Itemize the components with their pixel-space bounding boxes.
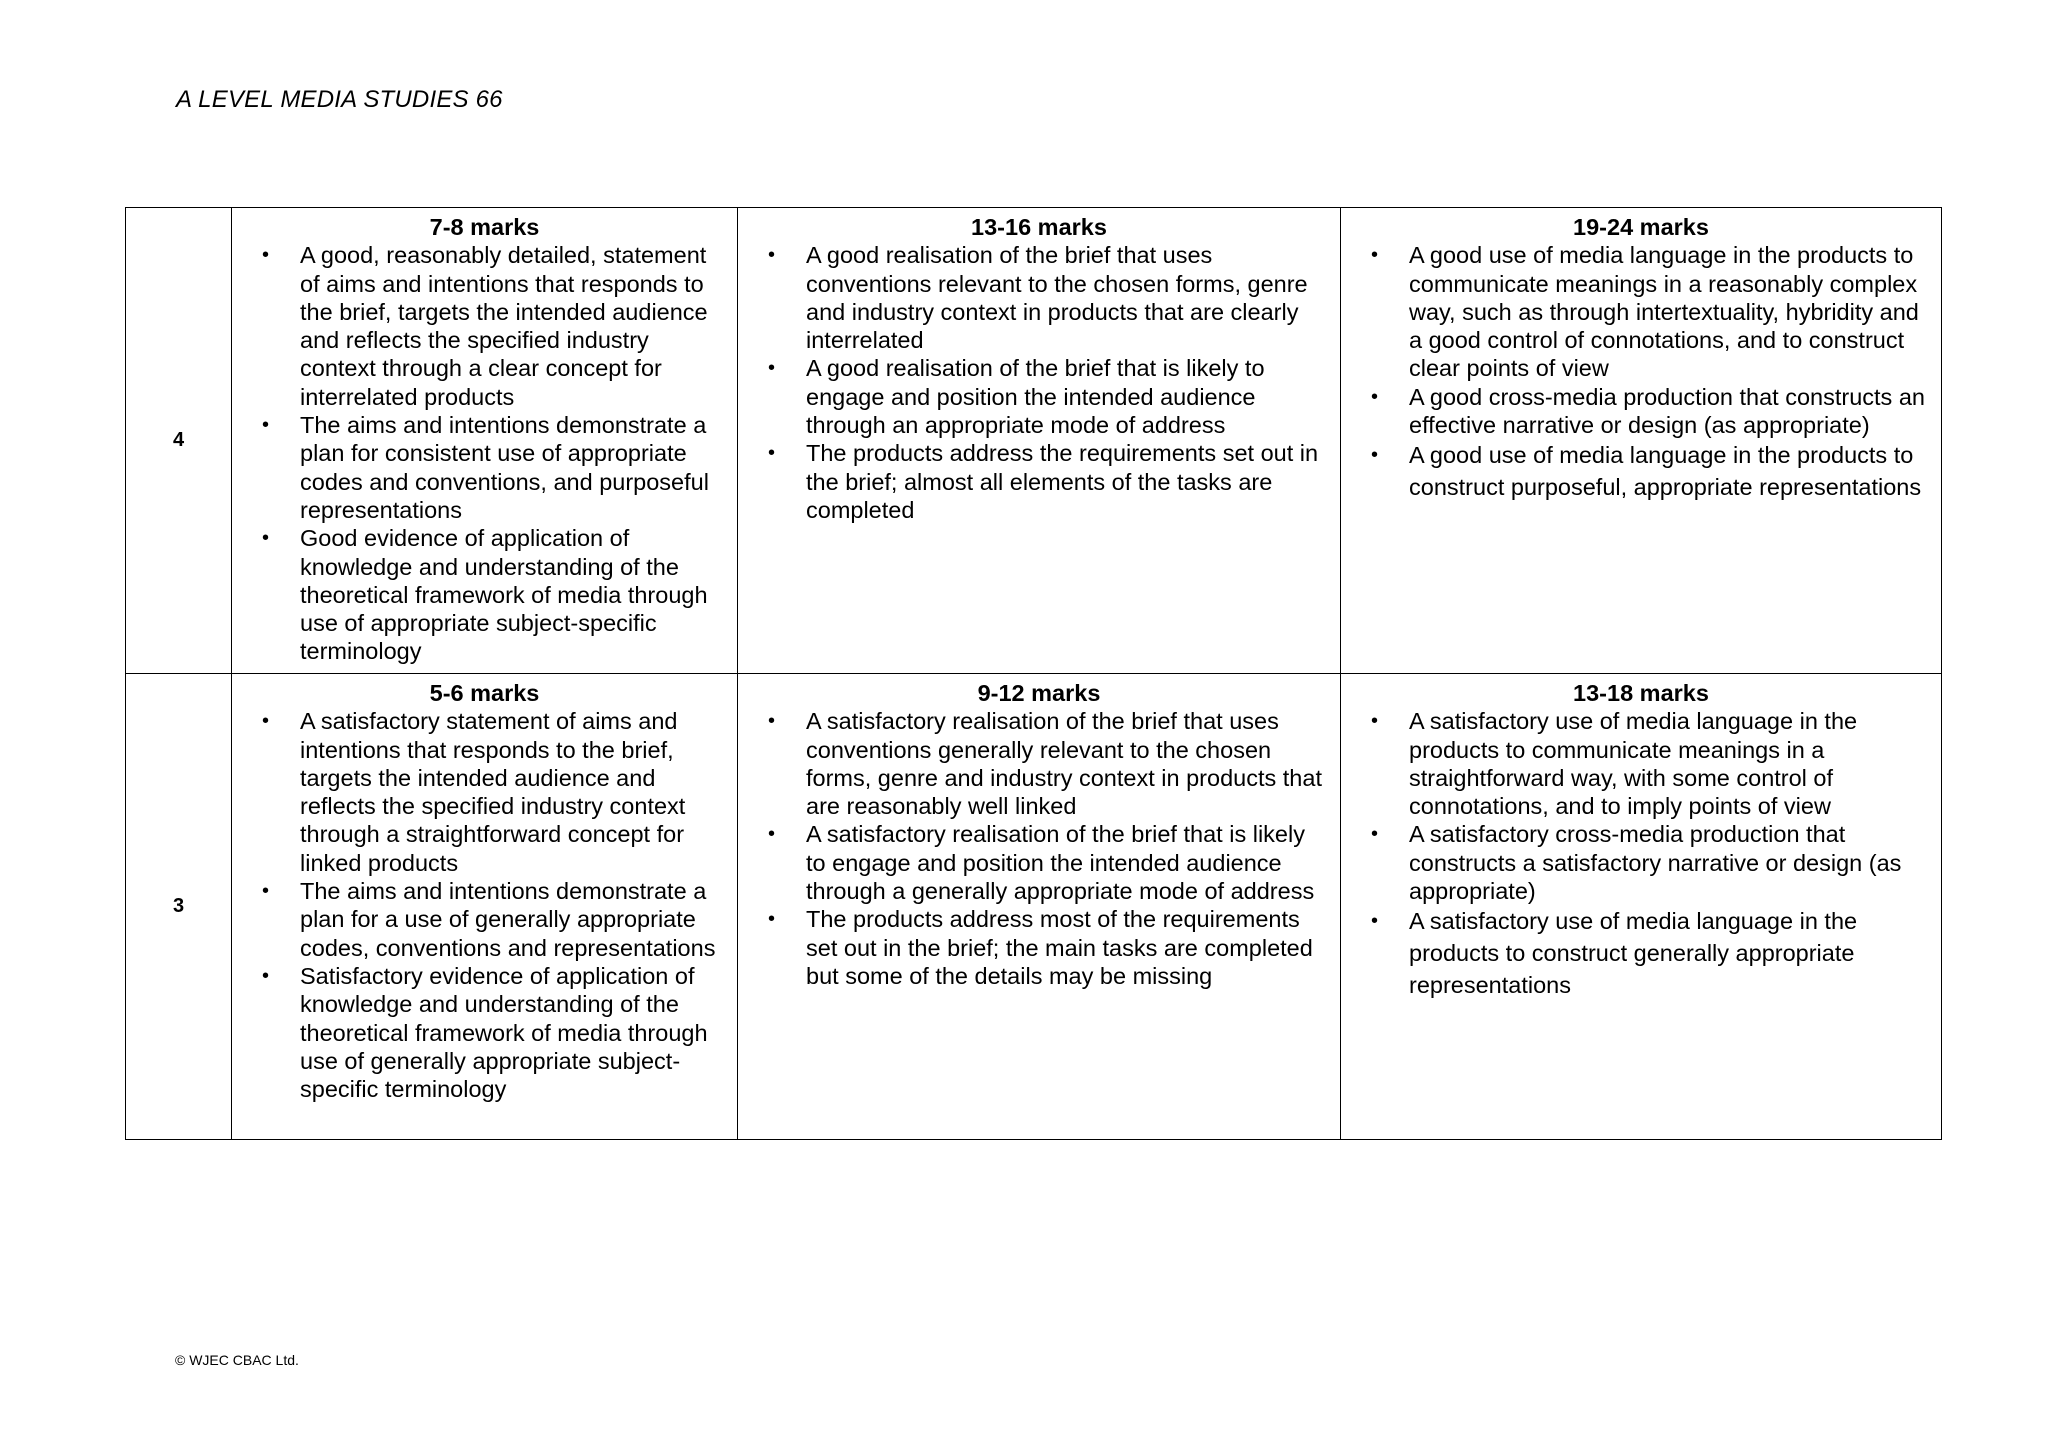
criteria-item: • A satisfactory cross-media production that constructs a satisfactory narrative or design (as appropriate) xyxy=(1371,821,1902,905)
bullet-icon: • xyxy=(1371,244,1379,267)
level-number: 3 xyxy=(126,674,232,1140)
bullet-icon: • xyxy=(768,244,776,267)
criteria-item: • A good use of media language in the products to construct purposeful, appropriate representations xyxy=(1353,439,1929,503)
criteria-item: • A satisfactory use of media language in the products to communicate meanings in a straightforward way, with some control of connotations, and to imply points of view xyxy=(1371,708,1858,820)
criteria-item: • A good, reasonably detailed, statement of aims and intentions that responds to the brief, targets the intended audience and reflects the specified industry context through a clear concept for interrelated products xyxy=(262,242,708,410)
criteria-list xyxy=(244,241,725,665)
bullet-icon: • xyxy=(768,710,776,733)
bullet-icon: • xyxy=(262,414,270,437)
criteria-list xyxy=(750,707,1328,990)
criteria-item: • The aims and intentions demonstrate a plan for consistent use of appropriate codes and conventions, and purposeful representations xyxy=(262,412,709,523)
bullet-icon: • xyxy=(262,880,270,903)
bullet-icon: • xyxy=(262,964,270,987)
criteria-item: • A good use of media language in the products to communicate meanings in a reasonably complex way, such as through intertextuality, hybridity and a good control of connotations, and to construct clear points of view xyxy=(1371,242,1919,382)
criteria-item: • A good realisation of the brief that uses conventions relevant to the chosen forms, genre and industry context in products that are clearly interrelated xyxy=(768,242,1308,354)
criteria-list xyxy=(244,707,725,1103)
criteria-list xyxy=(1353,707,1929,1001)
criteria-item: • A satisfactory realisation of the brief that uses conventions generally relevant to the chosen forms, genre and industry context in products that are reasonably well linked xyxy=(768,708,1322,820)
bullet-icon: • xyxy=(768,442,776,465)
bullet-icon: • xyxy=(768,908,776,931)
criteria-item: • The products address the requirements set out in the brief; almost all elements of the tasks are completed xyxy=(768,440,1319,523)
criteria-item: • A good cross-media production that constructs an effective narrative or design (as appropriate) xyxy=(1371,383,1925,439)
level-number: 4 xyxy=(126,208,232,674)
level-4-row xyxy=(126,208,1942,674)
bullet-icon: • xyxy=(1371,910,1379,933)
realisation-cell xyxy=(738,208,1341,674)
bullet-icon: • xyxy=(262,527,270,550)
marks-band-heading: 9-12 marks xyxy=(977,680,1101,706)
media-language-cell xyxy=(1341,208,1942,674)
criteria-item: • A good realisation of the brief that is likely to engage and position the intended audience through an appropriate mode of address xyxy=(768,355,1265,439)
marks-band-heading: 5-6 marks xyxy=(429,680,540,706)
criteria-item: • A satisfactory realisation of the brief that is likely to engage and position the intended audience through a generally appropriate mode of address xyxy=(768,821,1315,905)
marks-band-heading: 13-18 marks xyxy=(1573,680,1709,706)
criteria-list xyxy=(1353,241,1929,503)
page-header-title: A LEVEL MEDIA STUDIES 66 xyxy=(176,86,503,113)
bullet-icon: • xyxy=(262,710,270,733)
bullet-icon: • xyxy=(1371,710,1379,733)
bullet-icon: • xyxy=(1371,385,1379,408)
media-language-cell xyxy=(1341,674,1942,1140)
bullet-icon: • xyxy=(768,823,776,846)
bullet-icon: • xyxy=(1371,444,1379,467)
criteria-list xyxy=(750,241,1328,524)
marks-band-heading: 19-24 marks xyxy=(1573,214,1709,240)
criteria-item: • A satisfactory statement of aims and intentions that responds to the brief, targets the intended audience and reflects the specified industry context through a straightforward concept for linked products xyxy=(262,708,686,876)
mark-scheme-table xyxy=(125,207,1942,1140)
criteria-item: • Satisfactory evidence of application of knowledge and understanding of the theoretical framework of media through use of generally appropriate subject-specific terminology xyxy=(262,962,708,1103)
aims-intentions-cell xyxy=(232,208,738,674)
bullet-icon: • xyxy=(262,244,270,267)
criteria-item: • The aims and intentions demonstrate a plan for a use of generally appropriate codes, conventions and representations xyxy=(262,878,716,961)
criteria-item: • Good evidence of application of knowledge and understanding of the theoretical framework of media through use of appropriate subject-specific terminology xyxy=(262,525,708,665)
marks-band-heading: 13-16 marks xyxy=(971,214,1107,240)
bullet-icon: • xyxy=(1371,823,1379,846)
criteria-item: • A satisfactory use of media language in the products to construct generally appropriate representations xyxy=(1353,905,1929,1001)
bullet-icon: • xyxy=(768,357,776,380)
realisation-cell xyxy=(738,674,1341,1140)
aims-intentions-cell xyxy=(232,674,738,1140)
marks-band-heading: 7-8 marks xyxy=(429,214,540,240)
level-3-row xyxy=(126,674,1942,1140)
copyright-footer: © WJEC CBAC Ltd. xyxy=(175,1352,299,1368)
criteria-item: • The products address most of the requirements set out in the brief; the main tasks are completed but some of the details may be missing xyxy=(768,906,1313,989)
